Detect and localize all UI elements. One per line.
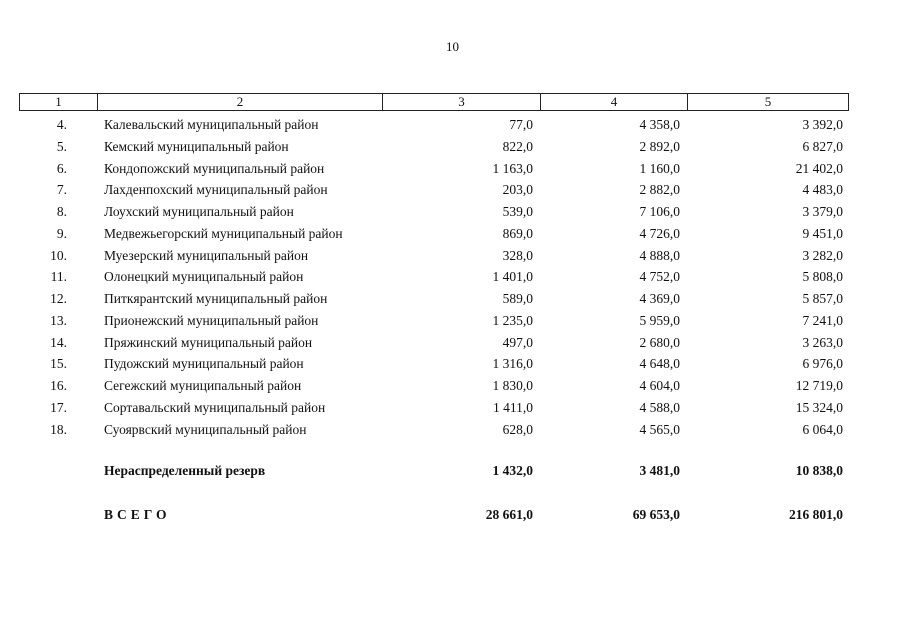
column-header-1: 1: [20, 94, 98, 110]
table-row: [19, 201, 849, 223]
value-col3: 1 316,0: [492, 356, 533, 372]
district-name: Муезерский муниципальный район: [104, 247, 309, 263]
value-col5: 3 392,0: [802, 117, 843, 132]
value-col3: 1 830,0: [492, 378, 533, 393]
value-col4: 5 959,0: [639, 312, 680, 328]
table-row: [19, 179, 849, 201]
value-col3: 497,0: [502, 334, 533, 350]
reserve-col5: 10 838,0: [795, 463, 843, 478]
page-number: 10: [446, 39, 459, 54]
row-number: 10.: [50, 247, 67, 263]
row-number: 16.: [50, 378, 67, 393]
district-name: Суоярвский муниципальный район: [104, 421, 307, 437]
table-row: [19, 245, 849, 267]
district-name: Прионежский муниципальный район: [104, 312, 319, 328]
row-number: 12.: [50, 291, 67, 306]
table-row: [19, 419, 849, 441]
table-row: [19, 353, 849, 375]
value-col3: 1 163,0: [492, 160, 533, 176]
district-name: Кондопожский муниципальный район: [104, 160, 325, 176]
table-row: [19, 266, 849, 288]
row-number: 9.: [56, 225, 67, 241]
reserve-col3: 1 432,0: [492, 463, 533, 478]
reserve-label: Нераспределенный резерв: [104, 463, 266, 478]
row-number: 7.: [56, 182, 67, 198]
district-name: Сегежский муниципальный район: [104, 378, 302, 393]
column-header-4: 4: [541, 94, 688, 110]
table-header-row: [19, 93, 849, 111]
value-col5: 21 402,0: [795, 160, 843, 176]
reserve-row: [19, 460, 849, 482]
row-number: 11.: [50, 269, 67, 285]
value-col4: 4 565,0: [639, 421, 680, 437]
value-col5: 6 064,0: [802, 421, 843, 437]
value-col5: 9 451,0: [802, 225, 843, 241]
value-col4: 1 160,0: [639, 160, 680, 176]
value-col3: 328,0: [502, 247, 533, 263]
total-col5: 216 801,0: [789, 507, 843, 522]
value-col5: 15 324,0: [795, 399, 843, 415]
value-col4: 2 882,0: [639, 182, 680, 198]
value-col5: 6 827,0: [802, 138, 843, 154]
row-number: 18.: [50, 421, 67, 437]
value-col3: 539,0: [502, 204, 533, 219]
value-col5: 5 857,0: [802, 291, 843, 306]
value-col5: 6 976,0: [802, 356, 843, 372]
row-number: 15.: [50, 356, 67, 372]
value-col4: 2 680,0: [639, 334, 680, 350]
value-col3: 869,0: [502, 225, 533, 241]
row-number: 6.: [56, 160, 67, 176]
column-header-2: 2: [98, 94, 383, 110]
table-row: [19, 114, 849, 136]
total-col4: 69 653,0: [632, 507, 680, 522]
table-row: [19, 332, 849, 354]
value-col5: 4 483,0: [802, 182, 843, 198]
district-name: Кемский муниципальный район: [104, 138, 289, 154]
total-row: [19, 504, 849, 526]
column-header-5: 5: [764, 94, 772, 109]
value-col4: 7 106,0: [639, 204, 680, 219]
value-col5: 5 808,0: [802, 269, 843, 285]
value-col5: 12 719,0: [795, 378, 843, 393]
reserve-col4: 3 481,0: [639, 463, 680, 478]
value-col3: 1 235,0: [492, 312, 533, 328]
row-number: 5.: [56, 138, 67, 154]
table-body: [19, 114, 849, 440]
district-name: Олонецкий муниципальный район: [104, 269, 304, 285]
district-name: Калевальский муниципальный район: [104, 117, 319, 132]
table-row: [19, 288, 849, 310]
district-name: Питкярантский муниципальный район: [104, 291, 328, 306]
value-col3: 77,0: [509, 117, 533, 132]
table-row: [19, 136, 849, 158]
value-col5: 7 241,0: [802, 312, 843, 328]
value-col3: 628,0: [502, 421, 533, 437]
district-name: Пряжинский муниципальный район: [104, 334, 313, 350]
table-row: [19, 158, 849, 180]
district-name: Сортавальский муниципальный район: [104, 399, 326, 415]
column-header-3: 3: [383, 94, 541, 110]
value-col4: 4 604,0: [639, 378, 680, 393]
district-name: Медвежьегорский муниципальный район: [104, 225, 343, 241]
value-col3: 203,0: [502, 182, 533, 198]
table-row: [19, 375, 849, 397]
row-number: 14.: [50, 334, 67, 350]
row-number: 4.: [56, 117, 67, 132]
table-row: [19, 397, 849, 419]
value-col3: 822,0: [502, 138, 533, 154]
value-col4: 4 369,0: [639, 291, 680, 306]
district-name: Пудожский муниципальный район: [104, 356, 304, 372]
value-col3: 589,0: [502, 291, 533, 306]
value-col5: 3 263,0: [802, 334, 843, 350]
row-number: 8.: [56, 204, 67, 219]
table-row: [19, 223, 849, 245]
district-name: Лоухский муниципальный район: [104, 204, 294, 219]
table-row: [19, 310, 849, 332]
value-col4: 4 648,0: [639, 356, 680, 372]
value-col5: 3 379,0: [802, 204, 843, 219]
value-col3: 1 411,0: [493, 399, 533, 415]
row-number: 17.: [50, 399, 67, 415]
value-col3: 1 401,0: [492, 269, 533, 285]
total-label: ВСЕГО: [104, 507, 171, 522]
total-col3: 28 661,0: [485, 507, 533, 522]
row-number: 13.: [50, 312, 67, 328]
value-col5: 3 282,0: [802, 247, 843, 263]
value-col4: 4 726,0: [639, 225, 680, 241]
value-col4: 2 892,0: [639, 138, 680, 154]
district-name: Лахденпохский муниципальный район: [104, 182, 328, 198]
value-col4: 4 888,0: [639, 247, 680, 263]
value-col4: 4 358,0: [639, 117, 680, 132]
value-col4: 4 752,0: [639, 269, 680, 285]
value-col4: 4 588,0: [639, 399, 680, 415]
